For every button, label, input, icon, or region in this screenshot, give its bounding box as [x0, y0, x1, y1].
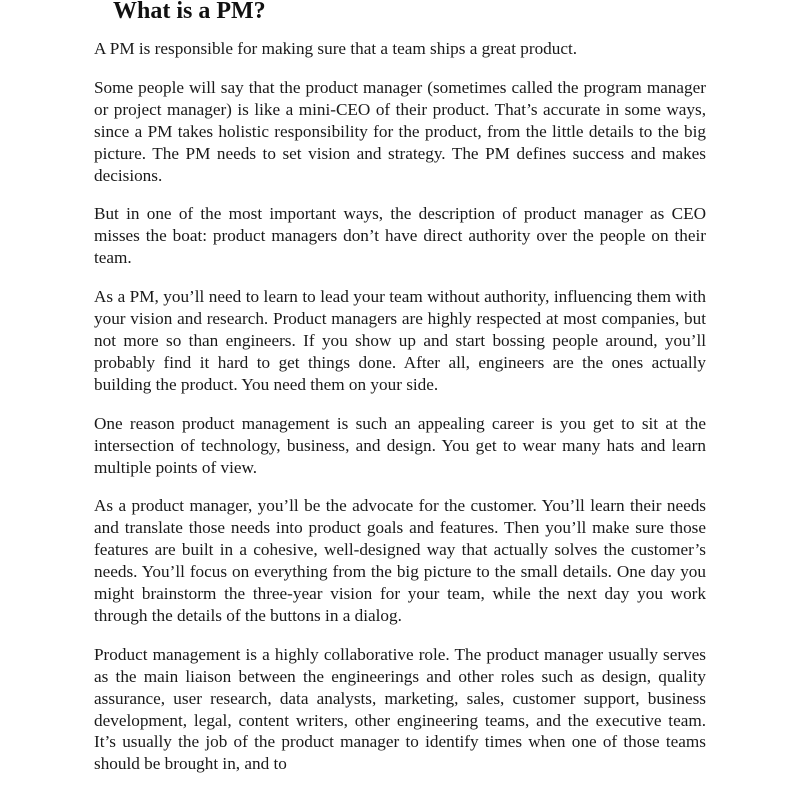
document-body — [94, 38, 706, 792]
paragraph-no-authority: But in one of the most important ways, the description of product manager as CEO misses the boat: product managers don’t have direct authority over the people on their team. — [94, 204, 706, 268]
paragraph-intro: A PM is responsible for making sure that a team ships a great product. — [94, 39, 578, 58]
document-title: What is a PM? — [113, 0, 266, 24]
paragraph-customer-advocate: As a product manager, you’ll be the advocate for the customer. You’ll learn their needs and translate those needs into product goals and features. Then you’ll make sure those features are built in a cohesive, well-designed way that actually solves the customer’s needs. You’ll focus on everything from the big picture to the small details. One day you might brainstorm the three-year vision for your team, while the next day you work through the details of the buttons in a dialog. — [94, 496, 706, 625]
paragraph-collaborative-role: Product management is a highly collaborative role. The product manager usually serves as the main liaison between the engineerings and other roles such as design, quality assurance, user research, data analysts, marketing, sales, customer support, business development, legal, content writers, other engineering teams, and the executive team. It’s usually the job of the product manager to identify times when one of those teams should be brought in, and to — [94, 644, 706, 774]
paragraph-mini-ceo: Some people will say that the product manager (sometimes called the program manager or project manager) is like a mini-CEO of their product. That’s accurate in some ways, since a PM takes holistic responsibility for the product, from the little details to the big picture. The PM needs to set vision and strategy. The PM defines success and makes decisions. — [94, 77, 706, 185]
paragraph-appealing-career: One reason product management is such an appealing career is you get to sit at the intersection of technology, business, and design. You get to wear many hats and learn multiple points of view. — [94, 413, 706, 477]
paragraph-lead-without-authority: As a PM, you’ll need to learn to lead your team without authority, influencing them with your vision and research. Product managers are highly respected at most companies, but not more so than engineers. If you show up and start bossing people around, you’ll probably find it hard to get things done. After all, engineers are the ones actually building the product. You need them on your side. — [94, 287, 706, 394]
